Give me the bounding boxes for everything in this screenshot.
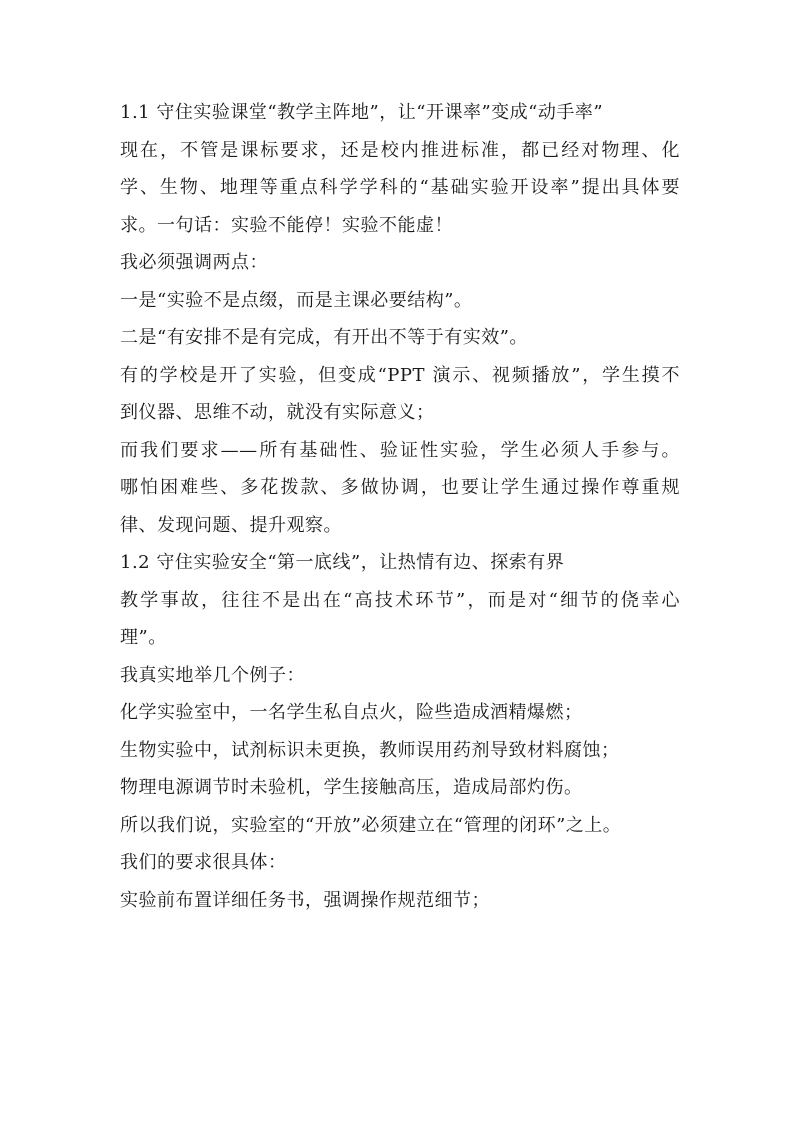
text-line: 现在，不管是课标要求，还是校内推进标准，都已经对物理、化 bbox=[120, 139, 680, 161]
text-line: 1.1 守住实验课堂“教学主阵地”，让“开课率”变成“动手率” bbox=[120, 102, 604, 123]
text-line: 所以我们说，实验室的“开放”必须建立在“管理的闭环”之上。 bbox=[120, 814, 622, 836]
text-line: 我们的要求很具体： bbox=[120, 852, 287, 873]
text-line: 实验前布置详细任务书，强调操作规范细节； bbox=[120, 889, 490, 911]
text-line: 求。一句话：实验不能停！实验不能虚！ bbox=[120, 214, 453, 236]
text-line: 理”。 bbox=[120, 627, 167, 648]
text-line: 教学事故，往往不是出在“高技术环节”，而是对“细节的侥幸心 bbox=[120, 589, 680, 611]
text-line: 1.2 守住实验安全“第一底线”，让热情有边、探索有界 bbox=[120, 552, 565, 573]
text-line: 律、发现问题、提升观察。 bbox=[120, 514, 342, 536]
text-line: 我必须强调两点： bbox=[120, 252, 268, 273]
text-line: 学、生物、地理等重点科学学科的“基础实验开设率”提出具体要 bbox=[120, 177, 680, 198]
text-line: 有的学校是开了实验，但变成“PPT 演示、视频播放”，学生摸不 bbox=[120, 364, 680, 386]
text-line: 二是“有安排不是有完成，有开出不等于有实效”。 bbox=[120, 327, 528, 348]
text-line: 而我们要求——所有基础性、验证性实验，学生必须人手参与。 bbox=[120, 439, 680, 461]
text-line: 生物实验中，试剂标识未更换，教师误用药剂导致材料腐蚀； bbox=[120, 739, 620, 761]
text-line: 到仪器、思维不动，就没有实际意义； bbox=[120, 402, 435, 423]
text-line: 化学实验室中，一名学生私自点火，险些造成酒精爆燃； bbox=[120, 702, 583, 723]
document-body bbox=[120, 94, 680, 919]
text-line: 我真实地举几个例子： bbox=[120, 664, 305, 686]
text-line: 物理电源调节时未验机，学生接触高压，造成局部灼伤。 bbox=[120, 777, 583, 798]
text-line: 一是“实验不是点缀，而是主课必要结构”。 bbox=[120, 289, 473, 311]
text-line: 哪怕困难些、多花拨款、多做协调，也要让学生通过操作尊重规 bbox=[120, 477, 680, 498]
